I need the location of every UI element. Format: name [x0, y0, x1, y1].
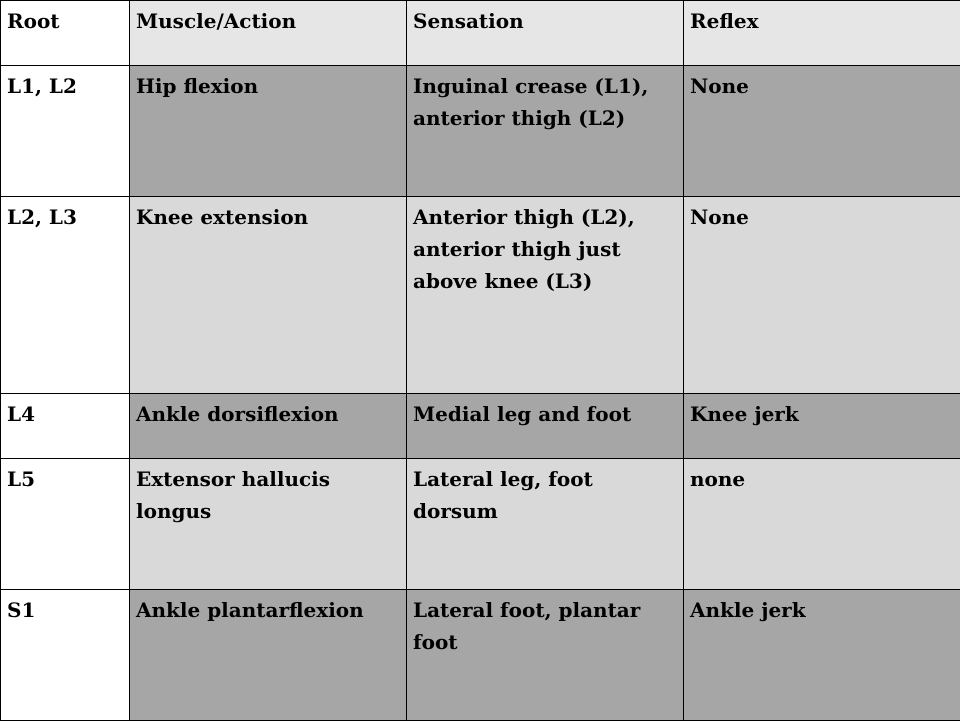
cell-sensation: Medial leg and foot — [407, 394, 684, 459]
cell-reflex: None — [684, 197, 960, 394]
header-muscle-action: Muscle/Action — [130, 1, 407, 66]
cell-sensation: Anterior thigh (L2), anterior thigh just above knee (L3) — [407, 197, 684, 394]
cell-root: L2, L3 — [1, 197, 130, 394]
cell-muscle-action: Hip flexion — [130, 66, 407, 197]
cell-muscle-action: Knee extension — [130, 197, 407, 394]
cell-root: L4 — [1, 394, 130, 459]
cell-reflex: none — [684, 459, 960, 590]
cell-reflex: Knee jerk — [684, 394, 960, 459]
cell-sensation: Lateral foot, plantar foot — [407, 590, 684, 721]
cell-reflex: Ankle jerk — [684, 590, 960, 721]
table-row — [1, 459, 960, 590]
cell-muscle-action: Ankle dorsiflexion — [130, 394, 407, 459]
header-sensation: Sensation — [407, 1, 684, 66]
header-root: Root — [1, 1, 130, 66]
cell-sensation: Lateral leg, foot dorsum — [407, 459, 684, 590]
cell-sensation: Inguinal crease (L1), anterior thigh (L2) — [407, 66, 684, 197]
table-row — [1, 66, 960, 197]
cell-muscle-action: Extensor hallucis longus — [130, 459, 407, 590]
cell-muscle-action: Ankle plantarflexion — [130, 590, 407, 721]
table-header-row — [1, 1, 960, 66]
table-row — [1, 590, 960, 721]
cell-root: L5 — [1, 459, 130, 590]
cell-root: L1, L2 — [1, 66, 130, 197]
cell-root: S1 — [1, 590, 130, 721]
header-reflex: Reflex — [684, 1, 960, 66]
table-row — [1, 197, 960, 394]
table-row — [1, 394, 960, 459]
cell-reflex: None — [684, 66, 960, 197]
